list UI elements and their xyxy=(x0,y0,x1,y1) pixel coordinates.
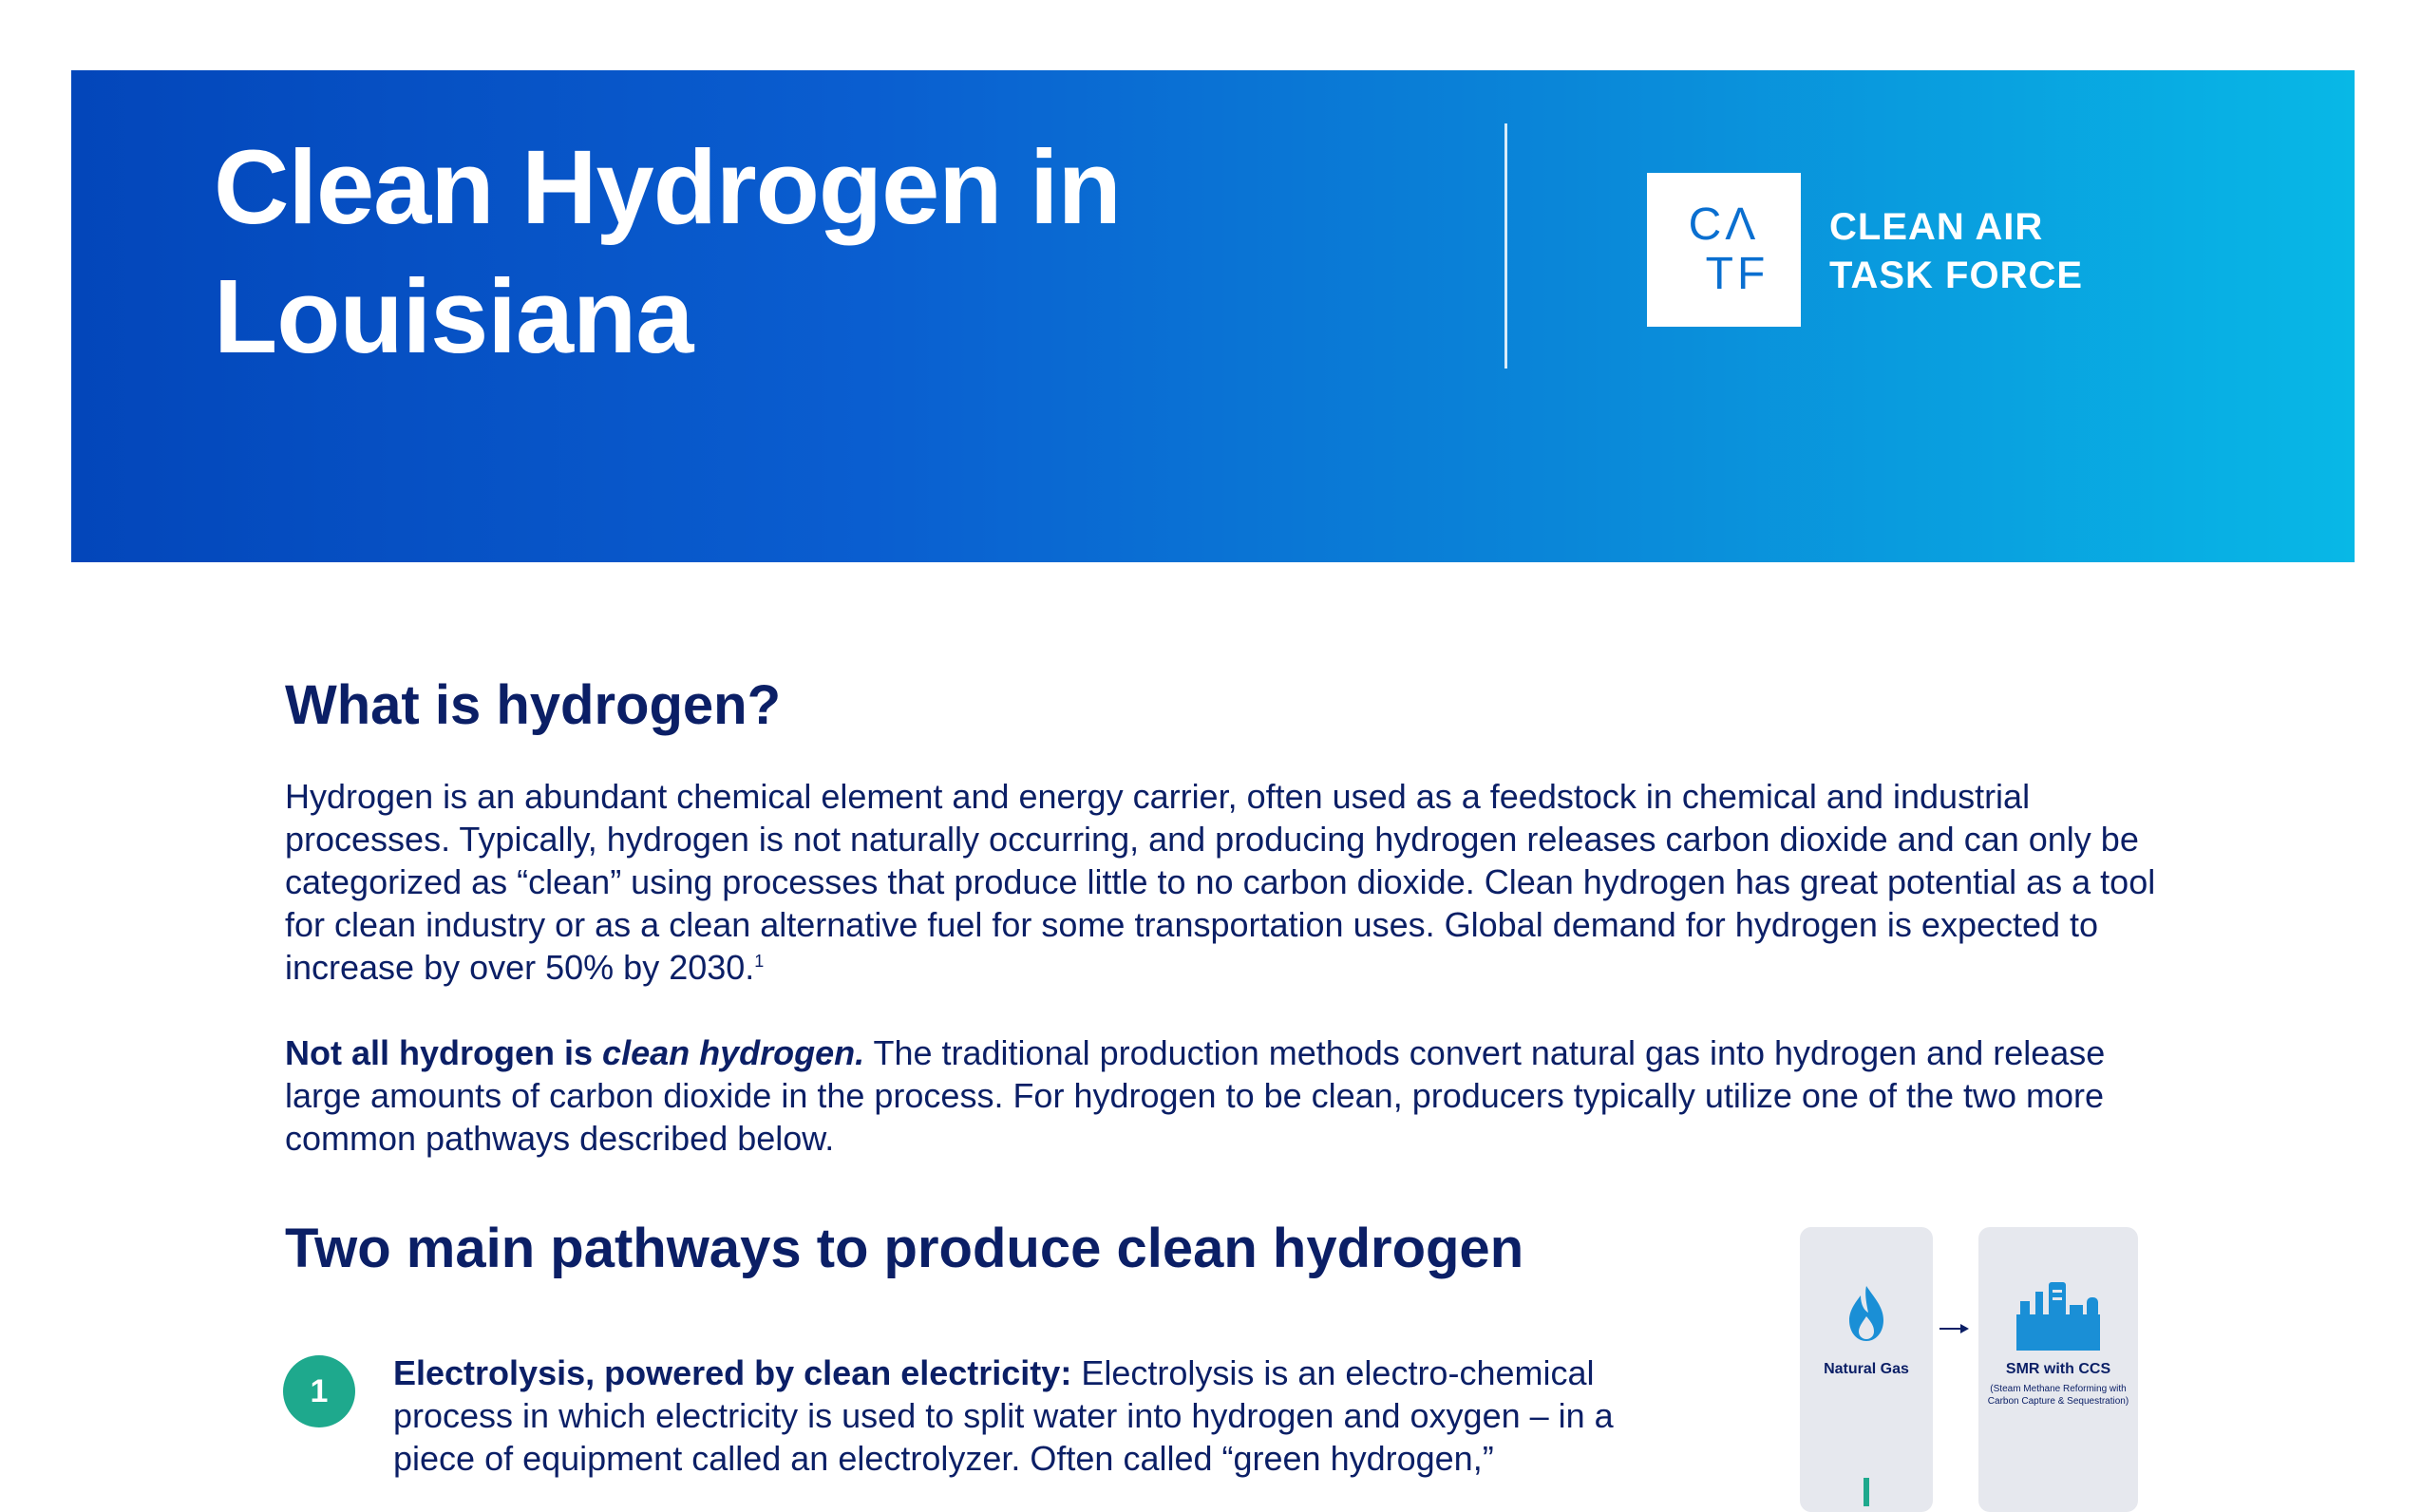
section-heading-pathways: Two main pathways to produce clean hydrogen xyxy=(285,1218,1524,1279)
smr-ccs-sublabel: (Steam Methane Reforming with Carbon Capture & Sequestration) xyxy=(1987,1384,2129,1407)
para2-text: The traditional production methods convert natural gas into hydrogen and release large amounts of carbon dioxide in the process. For hydrogen to be clean, producers typically utilize one of the two more common pathways described below. xyxy=(285,1033,2106,1158)
pathway-1-body: Electrolysis is an electro-chemical process in which electricity is used to split water into hydrogen and oxygen – in a piece of equipment called an electrolyzer. Often called “green hydrogen,” xyxy=(393,1353,1614,1478)
pathway-1-text xyxy=(393,1351,1666,1480)
logo-mark-top: CΛ xyxy=(1688,199,1760,250)
logo-mark-bottom: TF xyxy=(1705,249,1769,299)
natural-gas-label: Natural Gas xyxy=(1824,1361,1909,1377)
clean-hydrogen-paragraph xyxy=(285,1031,2175,1160)
page-title xyxy=(214,123,1306,382)
natural-gas-card xyxy=(1800,1227,1933,1512)
intro-text: Hydrogen is an abundant chemical element and energy carrier, often used as a feedstock in chemical and industrial processes. Typically, hydrogen is not naturally occurring, and producing hydrogen releases carbon dioxide and can only be categorized as “clean” using processes that produce little to no carbon dioxide. Clean hydrogen has great potential as a tool for clean industry or as a clean alternative fuel for some transportation uses. Global demand for hydrogen is expected to increase by over 50% by 2030. xyxy=(285,777,2156,987)
smr-ccs-card xyxy=(1978,1227,2138,1512)
org-name-line-1: CLEAN AIR xyxy=(1829,206,2044,248)
arrow-right-icon xyxy=(1939,1321,1970,1336)
title-line-1: Clean Hydrogen in xyxy=(214,129,1121,246)
smr-ccs-label: SMR with CCS xyxy=(2005,1361,2111,1377)
factory-icon xyxy=(2011,1280,2106,1351)
flame-icon xyxy=(1845,1284,1887,1343)
banner-divider xyxy=(1504,123,1507,369)
footnote-marker: 1 xyxy=(754,952,765,971)
intro-paragraph xyxy=(285,775,2175,989)
green-icon xyxy=(1859,1468,1874,1506)
pathway-1-title: Electrolysis, powered by clean electricity: xyxy=(393,1353,1072,1392)
para2-bold-italic: clean hydrogen. xyxy=(602,1033,865,1072)
org-name xyxy=(1829,203,2083,300)
catf-logo xyxy=(1647,173,1801,327)
section-heading-what-is-hydrogen: What is hydrogen? xyxy=(285,674,781,736)
para2-bold: Not all hydrogen is xyxy=(285,1033,603,1072)
org-name-line-2: TASK FORCE xyxy=(1829,255,2084,296)
pathway-number-badge: 1 xyxy=(283,1355,355,1427)
catf-logo-mark-icon xyxy=(1647,173,1801,327)
title-line-2: Louisiana xyxy=(214,258,693,375)
